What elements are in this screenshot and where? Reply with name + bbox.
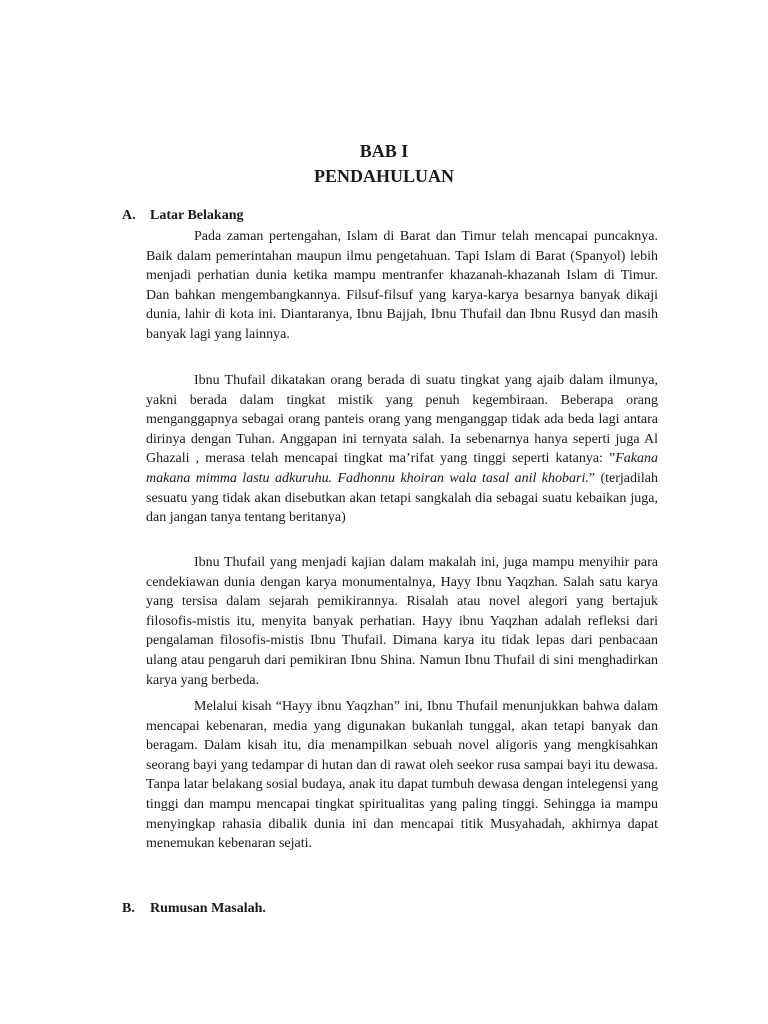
chapter-number: BAB I (359, 141, 409, 161)
section-title: Rumusan Masalah. (150, 901, 266, 916)
chapter-title: PENDAHULUAN (313, 166, 454, 186)
paragraph-1: Pada zaman pertengahan, Islam di Barat dan Timur telah mencapai puncaknya. Baik dalam pemerintahan maupun ilmu pengetahuan. Tapi Islam di Barat (Spanyol) lebih menjadi perhatian dunia ketika mampu mentranfer khazanah-khazanah Islam di Timur. Dan bahkan mengembangkannya. Filsuf-filsuf yang karya-karya besarnya banyak dikaji dunia, lahir di kota ini. Diantaranya, Ibnu Bajjah, Ibnu Thufail dan Ibnu Rusyd dan masih banyak lagi yang lainnya. (146, 229, 658, 342)
section-heading-rumusan-masalah (122, 901, 266, 917)
section-letter: B. (122, 901, 135, 916)
paragraph-4: Melalui kisah “Hayy ibnu Yaqzhan” ini, Ibnu Thufail menunjukkan bahwa dalam mencapai kebenaran, media yang digunakan bukanlah tunggal, akan tetapi banyak dan beragam. Dalam kisah itu, dia menampilkan sebuah novel aligoris yang mengkisahkan seorang bayi yang tedampar di hutan dan di rawat oleh seekor rusa sampai bayi itu dewasa. Tanpa latar belakang sosial budaya, anak itu dapat tumbuh dewasa dengan intelegensi yang tinggi dan mampu mencapai tingkat spiritualitas yang paling tinggi. Sehingga ia mampu menyingkap rahasia dibalik dunia ini dan mencapai titik Musyahadah, akhirnya dapat menemukan kebenaran sejati. (146, 699, 658, 852)
paragraph-2-text-start: Ibnu Thufail dikatakan orang berada di suatu tingkat yang ajaib dalam ilmunya, yakni berada dalam tingkat mistik yang penuh kegembiraan. Beberapa orang menganggapnya sebagai orang panteis orang yang menganggap tidak ada beda lagi antara dirinya dengan Tuhan. Anggapan ini ternyata salah. Ia sebenarnya hanya seperti juga Al Ghazali , merasa telah mencapai tingkat ma’rifat yang tinggi seperti katanya: ” (146, 373, 658, 467)
paragraph-3: Ibnu Thufail yang menjadi kajian dalam makalah ini, juga mampu menyihir para cendekiawan dunia dengan karya monumentalnya, Hayy Ibnu Yaqzhan. Salah satu karya yang tersisa dalam sejarah pemikirannya. Risalah atau novel alegori yang bertajuk filosofis-mistis itu, menyita banyak perhatian. Hayy ibnu Yaqzhan adalah refleksi dari pengalaman filosofis-mistis Ibnu Thufail. Dimana karya itu tidak lepas dari penbacaan ulang atau pengaruh dari pemikiran Ibnu Shina. Namun Ibnu Thufail di sini menghadirkan karya yang berbeda. (146, 555, 658, 688)
paragraph-2 (146, 371, 658, 528)
section-heading-latar-belakang (122, 208, 243, 224)
section-title: Latar Belakang (150, 208, 244, 223)
section-letter: A. (122, 208, 136, 223)
paragraph-2-text-end: ” (terjadilah sesuatu yang tidak akan disebutkan akan tetapi sangkalah dia sebagai suatu kebaikan juga, dan jangan tanya tentang beritanya) (146, 470, 658, 526)
arabic-quote: Fakana makana mimma lastu adkuruhu. Fadhonnu khoiran wala tasal anil khobari. (146, 451, 658, 486)
